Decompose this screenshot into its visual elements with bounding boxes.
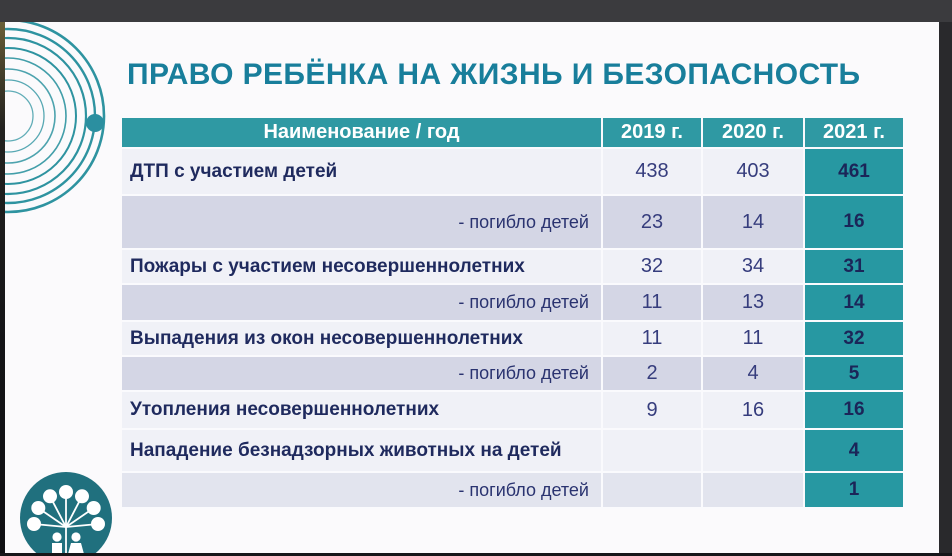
value-cell-2020: 11 <box>703 322 805 357</box>
value-cell-2021: 14 <box>805 285 905 322</box>
header-2020: 2020 г. <box>703 118 805 149</box>
value-cell-2020: 403 <box>703 149 805 196</box>
value-cell-2019: 11 <box>603 285 703 322</box>
dot-on-circle <box>86 114 104 132</box>
value-cell-2019 <box>603 430 703 473</box>
row-label-cell: - погибло детей <box>122 473 603 509</box>
value-cell-2019: 11 <box>603 322 703 357</box>
value-cell-2019: 438 <box>603 149 703 196</box>
table-row <box>122 285 905 322</box>
table-row <box>122 473 905 509</box>
value-cell-2021: 5 <box>805 357 905 392</box>
table-row <box>122 250 905 285</box>
slide-canvas <box>5 22 939 553</box>
row-label-cell: - погибло детей <box>122 357 603 392</box>
table-row <box>122 322 905 357</box>
value-cell-2019 <box>603 473 703 509</box>
row-label-cell: Утопления несовершеннолетних <box>122 392 603 430</box>
value-cell-2020: 14 <box>703 196 805 250</box>
header-name-year: Наименование / год <box>122 118 603 149</box>
value-cell-2021: 31 <box>805 250 905 285</box>
table-header-row <box>122 118 905 149</box>
row-label-cell: Выпадения из окон несовершеннолетних <box>122 322 603 357</box>
row-label-cell: - погибло детей <box>122 196 603 250</box>
row-label-cell: ДТП с участием детей <box>122 149 603 196</box>
window-left-edge <box>0 22 5 556</box>
window-right-edge <box>939 22 952 556</box>
row-label-cell: Нападение безнадзорных животных на детей <box>122 430 603 473</box>
value-cell-2020: 16 <box>703 392 805 430</box>
value-cell-2019: 32 <box>603 250 703 285</box>
value-cell-2020: 4 <box>703 357 805 392</box>
row-label-cell: - погибло детей <box>122 285 603 322</box>
statistics-table <box>122 118 905 509</box>
page-title: ПРАВО РЕБЁНКА НА ЖИЗНЬ И БЕЗОПАСНОСТЬ <box>127 58 861 91</box>
value-cell-2021: 461 <box>805 149 905 196</box>
header-2021: 2021 г. <box>805 118 905 149</box>
value-cell-2021: 32 <box>805 322 905 357</box>
value-cell-2019: 2 <box>603 357 703 392</box>
table-row <box>122 149 905 196</box>
value-cell-2020: 13 <box>703 285 805 322</box>
table-row <box>122 196 905 250</box>
value-cell-2021: 16 <box>805 392 905 430</box>
row-label-cell: Пожары с участием несовершеннолетних <box>122 250 603 285</box>
value-cell-2019: 9 <box>603 392 703 430</box>
value-cell-2020 <box>703 473 805 509</box>
value-cell-2021: 1 <box>805 473 905 509</box>
children-tree-logo-icon <box>19 471 114 556</box>
header-2019: 2019 г. <box>603 118 703 149</box>
value-cell-2021: 4 <box>805 430 905 473</box>
value-cell-2021: 16 <box>805 196 905 250</box>
value-cell-2020 <box>703 430 805 473</box>
value-cell-2020: 34 <box>703 250 805 285</box>
value-cell-2019: 23 <box>603 196 703 250</box>
table-row <box>122 392 905 430</box>
table-body <box>122 149 905 509</box>
window-top-bar <box>0 0 952 22</box>
table-row <box>122 430 905 473</box>
table-row <box>122 357 905 392</box>
concentric-circles-icon <box>5 22 137 238</box>
